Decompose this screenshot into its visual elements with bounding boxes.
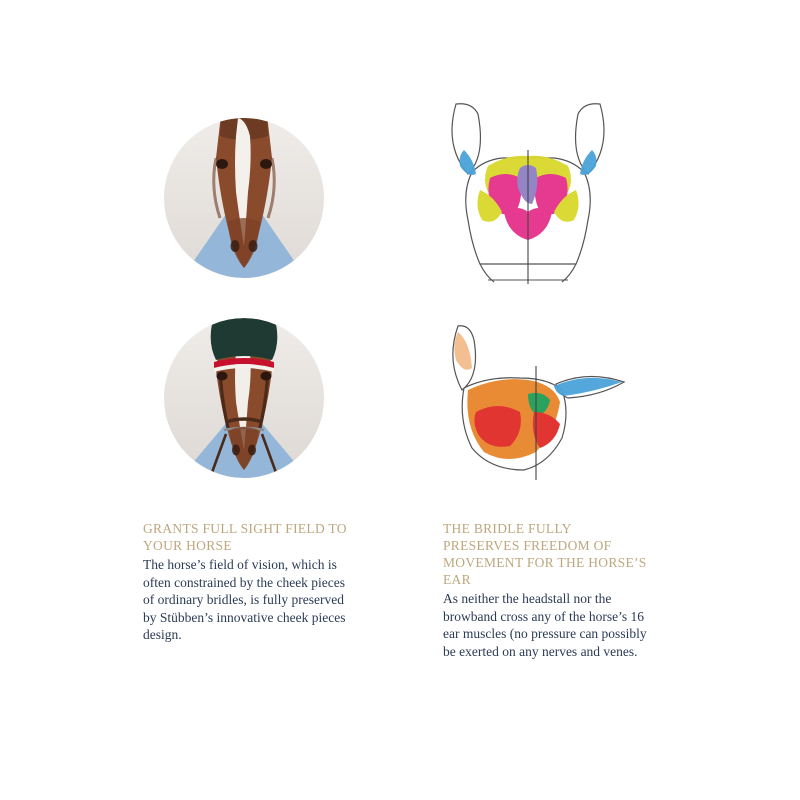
caption-ear-freedom-heading: THE BRIDLE FULLY PRESERVES FREEDOM OF MOVEMENT FOR THE HORSE’S EAR: [443, 521, 647, 587]
figure-horse-skull-ear-muscles-diagram-top: [428, 100, 628, 290]
horse-head-with-bridle-photo-art: [164, 318, 324, 478]
horse-head-front-photo: [164, 118, 324, 278]
horse-head-with-bridle-photo: [164, 318, 324, 478]
caption-ear-freedom-body: As neither the headstall nor the browband cross any of the horse’s 16 ear muscles (no pressure can possibly be exerted on any nerves and venes.: [443, 591, 647, 659]
caption-sight-field-heading: GRANTS FULL SIGHT FIELD TO YOUR HORSE: [143, 521, 347, 553]
figure-horse-head-with-bridle-photo: [164, 318, 324, 478]
figure-horse-ear-muscles-diagram-bottom: [428, 320, 633, 495]
caption-ear-freedom: [443, 520, 648, 660]
caption-sight-field-body: The horse’s field of vision, which is often constrained by the cheek pieces of ordinary bridles, is fully preserved by Stübben’s innovative cheek pieces design.: [143, 557, 346, 642]
figure-horse-head-front-photo: [164, 118, 324, 278]
horse-ear-muscles-diagram-bottom: [428, 320, 633, 495]
horse-head-front-photo-art: [164, 118, 324, 278]
horse-skull-ear-muscles-diagram-top: [428, 100, 628, 290]
caption-sight-field: [143, 520, 348, 644]
